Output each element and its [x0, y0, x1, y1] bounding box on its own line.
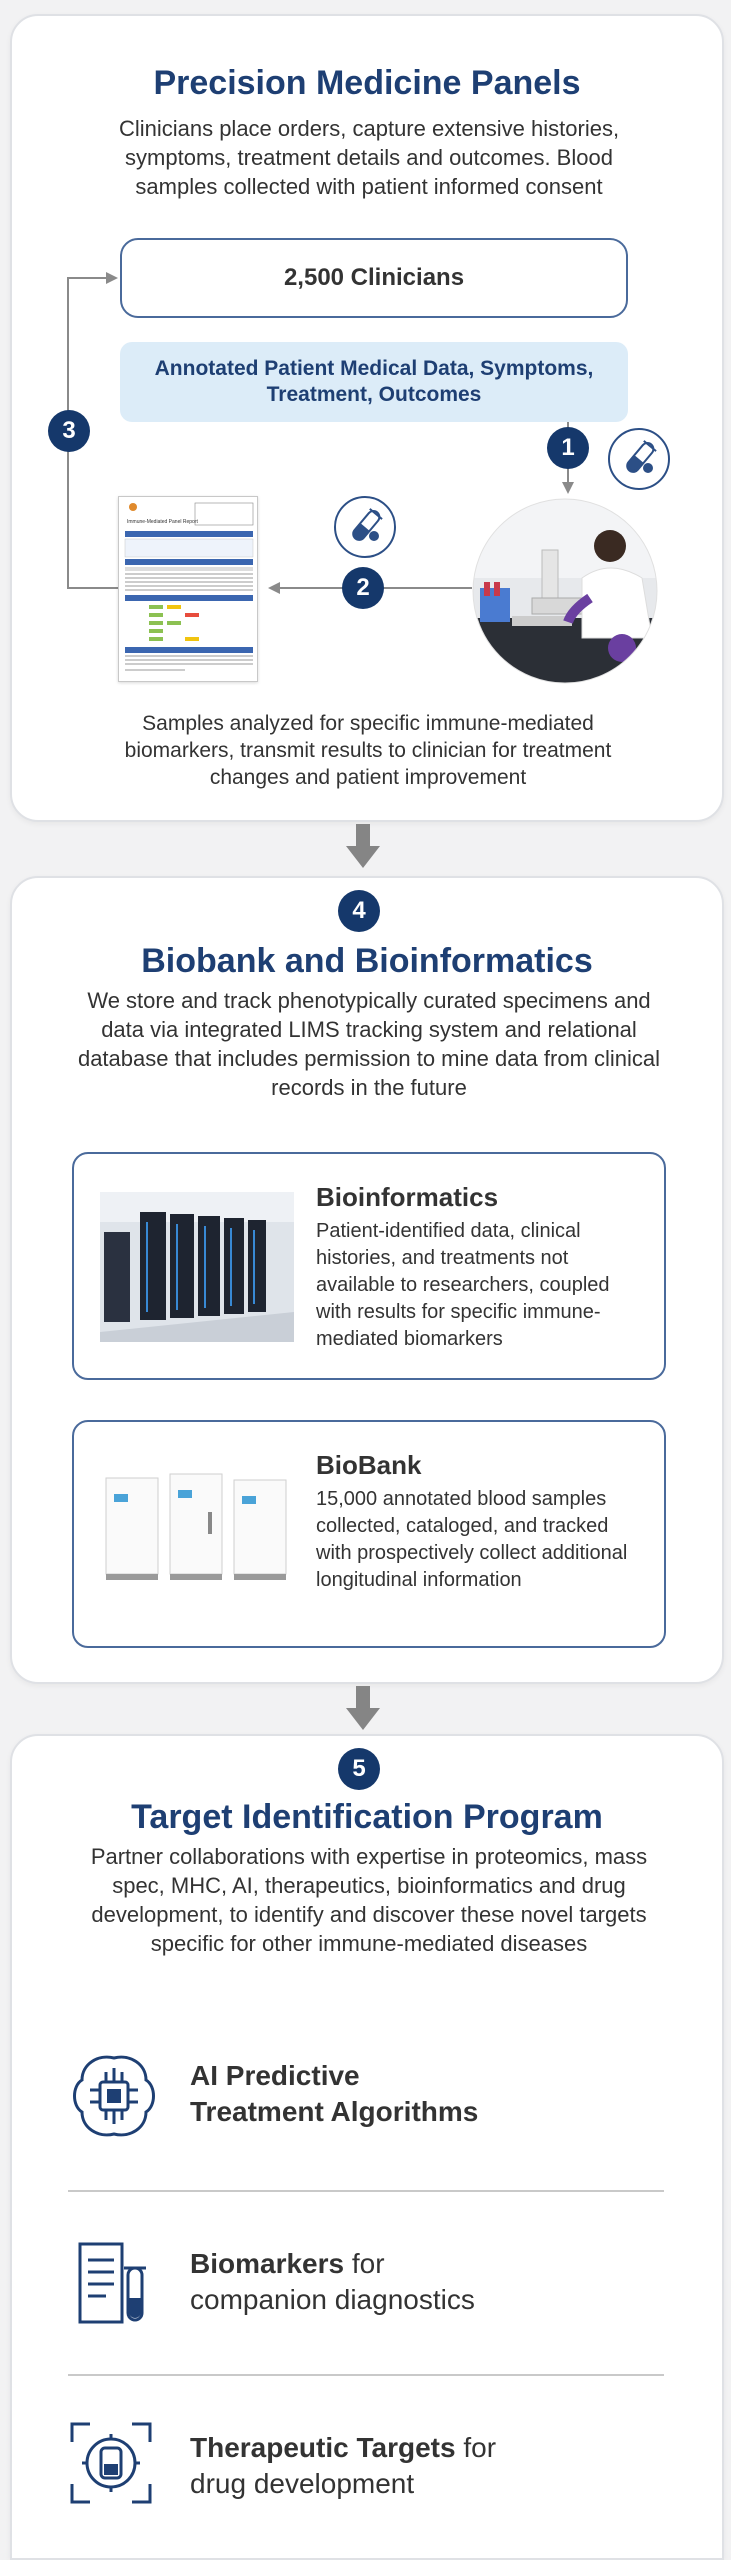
report-title: Immune-Mediated Panel Report [127, 519, 198, 525]
biobank-text: 15,000 annotated blood samples collected, cataloged, and tracked with prospectively collect additional longitudinal information [316, 1488, 628, 1591]
step-1-badge: 1 [547, 427, 589, 469]
server-room-photo [100, 1192, 294, 1342]
feedback-loop-connector [12, 16, 726, 824]
biobank-title: BioBank [316, 1450, 422, 1480]
bioinformatics-text: Patient-identified data, clinical histories, and treatments not available to researchers, coupled with results for specific immune-mediated biomarkers [316, 1220, 610, 1350]
step-4-badge: 4 [338, 890, 380, 932]
biobank-bioinformatics-card [10, 876, 724, 1684]
step-2-badge: 2 [342, 567, 384, 609]
biomarkers-feature-text [190, 2246, 475, 2318]
blood-tube-icon [608, 428, 670, 490]
biomarkers-feature-rest: for [344, 2248, 385, 2279]
target-identification-card [10, 1734, 724, 2560]
target-capsule-icon [68, 2420, 154, 2506]
therapeutic-feature-text [190, 2430, 496, 2502]
biomarkers-feature-bold: Biomarkers [190, 2248, 345, 2279]
analysis-footer-text: Samples analyzed for specific immune-mediated biomarkers, transmit results to clinician for treatment changes and patient improvement [124, 712, 612, 789]
step-3-badge: 3 [48, 410, 90, 452]
precision-medicine-description: Clinicians place orders, capture extensive histories, symptoms, treatment details and outcomes. Blood samples collected with patient informed consent [118, 116, 620, 199]
clinicians-label: 2,500 Clinicians [283, 264, 465, 291]
bioinformatics-title: Bioinformatics [316, 1182, 499, 1212]
bioinformatics-box [72, 1152, 666, 1380]
ai-feature-bold-line2: Treatment Algorithms [190, 2096, 479, 2127]
ai-feature-bold: AI Predictive [190, 2060, 360, 2091]
precision-medicine-card [10, 14, 724, 822]
target-section-title: Target Identification Program [131, 1798, 603, 1836]
down-arrow-icon [346, 1686, 380, 1730]
ai-feature-text [190, 2058, 478, 2130]
feature-divider [68, 2190, 664, 2192]
target-section-description: Partner collaborations with expertise in proteomics, mass spec, MHC, AI, therapeutics, bioinformatics and drug development, to identify and discover these novel targets specific for other immune-mediated diseases [90, 1844, 648, 1956]
therapeutic-feature-line2: drug development [190, 2468, 415, 2499]
down-arrow-icon [346, 824, 380, 868]
step-5-badge: 5 [338, 1748, 380, 1790]
freezer-units-photo [100, 1472, 294, 1584]
ai-brain-chip-icon [68, 2050, 160, 2142]
biomarkers-feature-line2: companion diagnostics [190, 2284, 475, 2315]
report-document-thumbnail [118, 496, 258, 682]
biobank-box [72, 1420, 666, 1648]
lab-scientist-photo [472, 498, 658, 684]
biobank-section-title: Biobank and Bioinformatics [141, 942, 593, 980]
lab-report-tube-icon [72, 2238, 152, 2328]
therapeutic-feature-bold: Therapeutic Targets [190, 2432, 456, 2463]
therapeutic-feature-rest: for [455, 2432, 497, 2463]
annotated-data-label: Annotated Patient Medical Data, Symptoms, Treatment, Outcomes [154, 357, 594, 406]
feature-divider [68, 2374, 664, 2376]
biobank-section-description: We store and track phenotypically curated specimens and data via integrated LIMS tracking system and relational database that includes permission to mine data from clinical records in the future [77, 988, 661, 1100]
blood-tube-icon [334, 496, 396, 558]
precision-medicine-title: Precision Medicine Panels [153, 64, 581, 102]
